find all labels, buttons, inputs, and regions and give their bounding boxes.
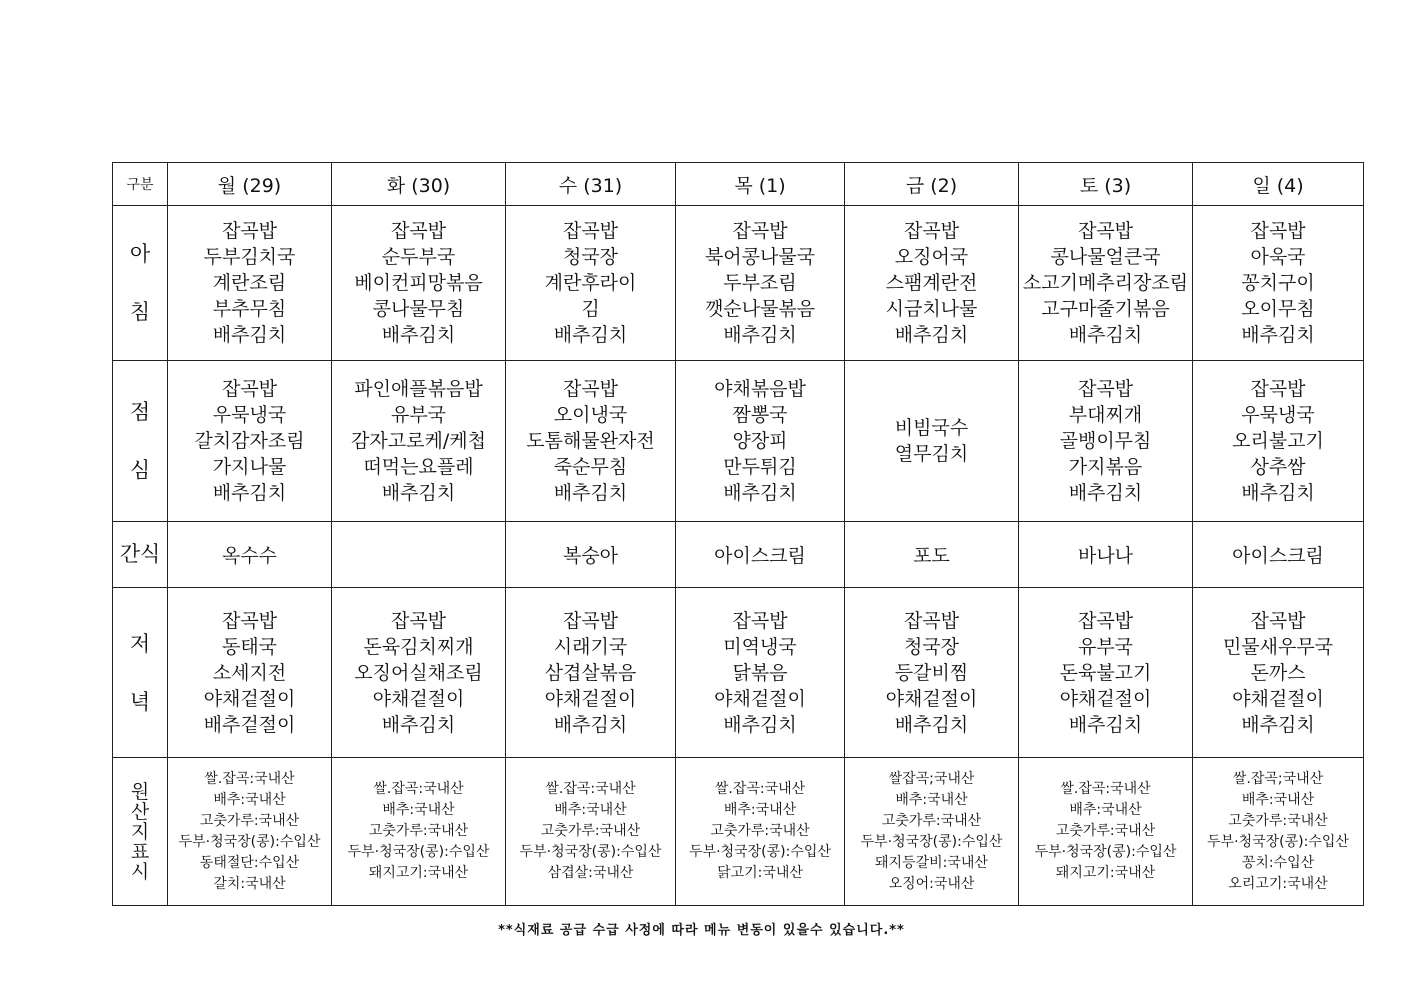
label-char: 산 xyxy=(130,800,150,823)
dish-item: 콩나물무침 xyxy=(372,298,465,320)
day-header: 월 (29) xyxy=(168,163,332,206)
dish-item: 깻순나물볶음 xyxy=(704,298,816,320)
dish-item: 배추김치 xyxy=(553,324,628,346)
label-char: 점 xyxy=(129,400,151,424)
dish-item: 고구마줄기볶음 xyxy=(1041,298,1170,320)
origin-line: 돼지등갈비:국내산 xyxy=(875,854,988,871)
origin-cell xyxy=(1193,758,1364,906)
dish-item: 잡곡밥 xyxy=(732,609,788,632)
dish-item: 오이무침 xyxy=(1241,298,1315,320)
dish-item: 야채겉절이 xyxy=(1059,687,1152,710)
label-char: 심 xyxy=(129,458,151,482)
dish-item: 삼겹살볶음 xyxy=(544,661,637,684)
dish-item: 오리불고기 xyxy=(1232,430,1324,452)
origin-line: 쌀잡곡;국내산 xyxy=(888,770,975,787)
snack-cell: 바나나 xyxy=(1019,522,1193,588)
dish-item: 잡곡밥 xyxy=(562,220,619,242)
dish-item: 청국장 xyxy=(903,635,960,658)
origin-row xyxy=(113,758,1364,906)
origin-line: 돼지고기:국내산 xyxy=(1055,865,1156,881)
dish-item: 파인애플볶음밥 xyxy=(354,378,483,400)
label-char: 침 xyxy=(129,300,151,324)
origin-line: 두부·청국장(콩):수입산 xyxy=(1034,844,1177,860)
dish-item: 배추김치 xyxy=(381,713,456,736)
dish-item: 잡곡밥 xyxy=(1250,220,1306,242)
label-char: 녁 xyxy=(129,689,151,714)
menu-cell xyxy=(1193,588,1364,758)
origin-line: 배추:국내산 xyxy=(213,791,286,808)
dish-item: 배추김치 xyxy=(723,482,797,504)
breakfast-label xyxy=(113,206,168,361)
dish-item: 동태국 xyxy=(221,635,278,658)
lunch-label xyxy=(113,361,168,522)
menu-cell xyxy=(676,361,845,522)
menu-change-notice: **식재료 공급 수급 사정에 따라 메뉴 변동이 있을수 있습니다.** xyxy=(498,923,905,938)
day-header: 수 (31) xyxy=(506,163,676,206)
menu-cell xyxy=(676,206,845,361)
snack-cell: 아이스크림 xyxy=(1193,522,1364,588)
dish-item: 잡곡밥 xyxy=(221,609,278,632)
origin-line: 꽁치:수입산 xyxy=(1241,854,1315,871)
origin-line: 동태절단:수입산 xyxy=(199,854,300,871)
dish-item: 배추김치 xyxy=(212,482,287,504)
label-char: 표 xyxy=(130,840,150,863)
dish-item: 골뱅이무침 xyxy=(1059,430,1152,452)
dish-item: 부대찌개 xyxy=(1068,404,1143,426)
dish-item: 도톰해물완자전 xyxy=(526,430,655,452)
dish-item: 야채겉절이 xyxy=(372,687,465,710)
origin-line: 오징어:국내산 xyxy=(888,875,975,892)
origin-line: 배추:국내산 xyxy=(554,802,627,818)
dish-item: 야채겉절이 xyxy=(885,687,978,710)
origin-line: 배추:국내산 xyxy=(1241,791,1315,808)
header-label: 구분 xyxy=(113,163,168,206)
origin-line: 두부·청국장(콩):수입산 xyxy=(1207,833,1349,850)
dish-item: 배추김치 xyxy=(723,713,797,736)
dish-item: 잡곡밥 xyxy=(390,220,447,242)
breakfast-row xyxy=(113,206,1364,361)
dish-item: 야채겉절이 xyxy=(203,687,296,710)
dish-item: 꽁치구이 xyxy=(1241,272,1315,294)
origin-line: 고춧가루:국내산 xyxy=(199,812,300,829)
dish-item: 돈까스 xyxy=(1250,661,1306,684)
dish-item: 잡곡밥 xyxy=(903,609,960,632)
dish-item: 베이컨피망볶음 xyxy=(354,272,483,294)
menu-cell xyxy=(168,206,332,361)
dish-item: 양장피 xyxy=(732,430,788,452)
menu-cell xyxy=(845,206,1019,361)
origin-cell xyxy=(1019,758,1193,906)
dish-item: 미역냉국 xyxy=(723,635,797,658)
dish-item: 야채겉절이 xyxy=(1232,687,1324,710)
dish-item: 잡곡밥 xyxy=(562,378,619,400)
dish-item: 잡곡밥 xyxy=(1250,378,1306,400)
dish-item: 상추쌈 xyxy=(1250,456,1306,478)
dish-item: 아욱국 xyxy=(1250,246,1306,268)
label-char: 아 xyxy=(129,242,151,266)
dish-item: 유부국 xyxy=(390,404,447,426)
dish-item: 배추김치 xyxy=(894,713,969,736)
dish-item: 두부조림 xyxy=(723,272,797,294)
dish-item: 배추김치 xyxy=(1241,324,1315,346)
dish-item: 배추겉절이 xyxy=(203,713,296,736)
dish-item: 배추김치 xyxy=(381,482,456,504)
origin-line: 고춧가루:국내산 xyxy=(1055,823,1156,839)
origin-line: 쌀.잡곡:국내산 xyxy=(545,781,636,797)
origin-cell xyxy=(332,758,506,906)
header-row xyxy=(113,163,1364,206)
dish-item: 잡곡밥 xyxy=(903,220,960,242)
origin-line: 배추:국내산 xyxy=(1069,802,1142,818)
origin-cell xyxy=(168,758,332,906)
origin-line: 쌀.잡곡:국내산 xyxy=(204,770,295,787)
menu-cell xyxy=(1193,206,1364,361)
menu-cell xyxy=(845,588,1019,758)
dish-item: 떠먹는요플레 xyxy=(363,456,474,478)
menu-cell xyxy=(506,206,676,361)
dish-item: 열무김치 xyxy=(894,443,969,465)
origin-line: 고춧가루:국내산 xyxy=(540,823,641,839)
dish-item: 오징어실채조림 xyxy=(354,661,483,684)
day-header: 토 (3) xyxy=(1019,163,1193,206)
dish-item: 잡곡밥 xyxy=(732,220,788,242)
origin-line: 삼겹살:국내산 xyxy=(547,865,634,881)
snack-cell: 옥수수 xyxy=(168,522,332,588)
dish-item: 비빔국수 xyxy=(894,417,969,439)
dish-item: 야채겉절이 xyxy=(544,687,637,710)
origin-line: 고춧가루:국내산 xyxy=(1228,812,1328,829)
dish-item: 두부김치국 xyxy=(203,246,296,268)
dish-item: 잡곡밥 xyxy=(562,609,619,632)
lunch-row xyxy=(113,361,1364,522)
snack-label: 간식 xyxy=(113,522,168,588)
dish-item: 배추김치 xyxy=(553,713,628,736)
menu-cell xyxy=(1193,361,1364,522)
menu-cell xyxy=(332,588,506,758)
dish-item: 소고기메추리장조림 xyxy=(1022,272,1189,294)
origin-line: 돼지고기:국내산 xyxy=(368,865,469,881)
dish-item: 갈치감자조림 xyxy=(194,430,305,452)
dish-item: 가지볶음 xyxy=(1068,456,1143,478)
dish-item: 돈육불고기 xyxy=(1059,661,1152,684)
dish-item: 잡곡밥 xyxy=(1077,378,1134,400)
dish-item: 콩나물얼큰국 xyxy=(1050,246,1161,268)
menu-cell xyxy=(1019,206,1193,361)
origin-cell xyxy=(676,758,845,906)
dish-item: 배추김치 xyxy=(894,324,969,346)
weekly-menu-table xyxy=(112,162,1364,906)
origin-line: 갈치:국내산 xyxy=(213,875,286,892)
dish-item: 짬뽕국 xyxy=(732,404,788,426)
dish-item: 시금치나물 xyxy=(885,298,978,320)
origin-line: 쌀.잡곡:국내산 xyxy=(373,781,464,797)
dish-item: 북어콩나물국 xyxy=(704,246,816,268)
origin-line: 쌀.잡곡:국내산 xyxy=(1060,781,1151,797)
menu-cell xyxy=(845,361,1019,522)
day-header: 목 (1) xyxy=(676,163,845,206)
snack-cell: 아이스크림 xyxy=(676,522,845,588)
dish-item: 시래기국 xyxy=(553,635,628,658)
origin-line: 닭고기:국내산 xyxy=(717,865,803,881)
origin-cell xyxy=(506,758,676,906)
dish-item: 배추김치 xyxy=(212,324,287,346)
snack-cell xyxy=(332,522,506,588)
dish-item: 소세지전 xyxy=(212,661,287,684)
origin-line: 두부·청국장(콩):수입산 xyxy=(689,844,831,860)
origin-line: 고춧가루:국내산 xyxy=(881,812,982,829)
dish-item: 감자고로케/케첩 xyxy=(351,430,486,452)
dish-item: 배추김치 xyxy=(723,324,797,346)
dish-item: 배추김치 xyxy=(381,324,456,346)
origin-line: 두부·청국장(콩):수입산 xyxy=(519,844,662,860)
dish-item: 순두부국 xyxy=(381,246,456,268)
dish-item: 가지나물 xyxy=(212,456,287,478)
label-char: 원 xyxy=(130,780,150,803)
dish-item: 잡곡밥 xyxy=(1077,609,1134,632)
dish-item: 배추김치 xyxy=(1068,713,1143,736)
dinner-label xyxy=(113,588,168,758)
origin-label xyxy=(113,758,168,906)
menu-cell xyxy=(506,588,676,758)
origin-line: 두부·청국장(콩):수입산 xyxy=(860,833,1003,850)
dish-item: 오징어국 xyxy=(894,246,969,268)
dish-item: 야채볶음밥 xyxy=(714,378,806,400)
day-header: 일 (4) xyxy=(1193,163,1364,206)
origin-line: 쌀.잡곡;국내산 xyxy=(1232,770,1324,787)
dish-item: 잡곡밥 xyxy=(1077,220,1134,242)
dish-item: 청국장 xyxy=(562,246,619,268)
snack-cell: 포도 xyxy=(845,522,1019,588)
dish-item: 우묵냉국 xyxy=(212,404,287,426)
menu-cell xyxy=(676,588,845,758)
label-char: 저 xyxy=(129,631,151,656)
menu-cell xyxy=(1019,361,1193,522)
origin-line: 배추:국내산 xyxy=(895,791,968,808)
origin-line: 오리고기:국내산 xyxy=(1228,875,1328,892)
day-header: 금 (2) xyxy=(845,163,1019,206)
dish-item: 오이냉국 xyxy=(553,404,628,426)
origin-line: 배추:국내산 xyxy=(723,802,797,818)
dish-item: 유부국 xyxy=(1077,635,1134,658)
menu-cell xyxy=(332,206,506,361)
dish-item: 배추김치 xyxy=(1241,482,1315,504)
dish-item: 계란조림 xyxy=(212,272,287,294)
origin-line: 두부·청국장(콩):수입산 xyxy=(347,844,490,860)
menu-cell xyxy=(168,361,332,522)
dish-item: 돈육김치찌개 xyxy=(363,635,474,658)
snack-cell: 복숭아 xyxy=(506,522,676,588)
dish-item: 만두튀김 xyxy=(723,456,797,478)
origin-line: 배추:국내산 xyxy=(382,802,455,818)
label-char: 시 xyxy=(130,860,150,883)
dish-item: 등갈비찜 xyxy=(894,661,969,684)
dish-item: 배추김치 xyxy=(1068,324,1143,346)
day-header: 화 (30) xyxy=(332,163,506,206)
dinner-row xyxy=(113,588,1364,758)
dish-item: 잡곡밥 xyxy=(221,378,278,400)
dish-item: 계란후라이 xyxy=(544,272,637,294)
origin-cell xyxy=(845,758,1019,906)
label-char: 지 xyxy=(130,820,150,843)
origin-line: 두부·청국장(콩):수입산 xyxy=(178,833,321,850)
origin-line: 고춧가루:국내산 xyxy=(710,823,810,839)
dish-item: 배추김치 xyxy=(1241,713,1315,736)
dish-item: 잡곡밥 xyxy=(221,220,278,242)
menu-cell xyxy=(168,588,332,758)
origin-line: 고춧가루:국내산 xyxy=(368,823,469,839)
menu-cell xyxy=(1019,588,1193,758)
dish-item: 야채겉절이 xyxy=(714,687,806,710)
dish-item: 민물새우무국 xyxy=(1222,635,1334,658)
snack-row xyxy=(113,522,1364,588)
dish-item: 부추무침 xyxy=(212,298,287,320)
menu-cell xyxy=(506,361,676,522)
origin-line: 쌀.잡곡:국내산 xyxy=(714,781,806,797)
dish-item: 닭볶음 xyxy=(732,661,788,684)
menu-cell xyxy=(332,361,506,522)
dish-item: 우묵냉국 xyxy=(1241,404,1315,426)
dish-item: 잡곡밥 xyxy=(390,609,447,632)
dish-item: 죽순무침 xyxy=(553,456,628,478)
dish-item: 스팸계란전 xyxy=(885,272,978,294)
dish-item: 김 xyxy=(581,298,600,320)
dish-item: 잡곡밥 xyxy=(1250,609,1306,632)
dish-item: 배추김치 xyxy=(1068,482,1143,504)
dish-item: 배추김치 xyxy=(553,482,628,504)
